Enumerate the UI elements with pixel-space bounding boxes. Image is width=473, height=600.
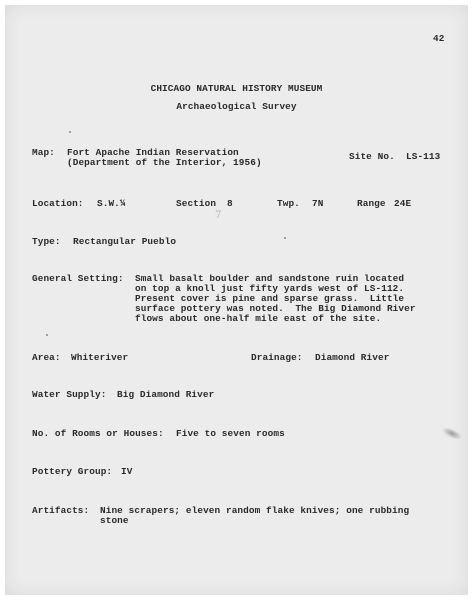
page-number: 42 — [433, 33, 445, 44]
location-value: S.W.¼ — [97, 198, 126, 209]
artifacts-label: Artifacts: — [32, 505, 90, 516]
township-value: 7N — [312, 198, 324, 209]
township-label: Twp. — [277, 198, 300, 209]
location-label: Location: — [32, 198, 84, 209]
range-value: 24E — [394, 198, 412, 209]
section-label: Section — [176, 198, 217, 209]
drainage-value: Diamond River — [315, 352, 390, 363]
institution-heading: CHICAGO NATURAL HISTORY MUSEUM — [150, 83, 323, 94]
general-setting-line: flows about one-half mile east of the site. — [135, 313, 382, 324]
site-number-label: Site No. — [349, 151, 395, 162]
survey-subheading: Archaeological Survey — [176, 101, 297, 112]
rooms-label: No. of Rooms or Houses: — [32, 428, 164, 439]
section-value: 8 — [227, 198, 233, 209]
scan-speck — [69, 131, 71, 133]
scan-speck — [46, 334, 48, 336]
scan-smudge — [440, 425, 464, 442]
map-value-line2: (Department of the Interior, 1956) — [67, 157, 262, 168]
rooms-value: Five to seven rooms — [176, 428, 285, 439]
artifacts-line: stone — [100, 515, 129, 526]
range-label: Range — [357, 198, 386, 209]
type-value: Rectangular Pueblo — [73, 236, 177, 247]
drainage-label: Drainage: — [251, 352, 303, 363]
site-number-value: LS-113 — [406, 151, 441, 162]
artifacts-line: Nine scrapers; eleven random flake knives; one rubbing — [100, 505, 410, 516]
type-label: Type: — [32, 236, 61, 247]
general-setting-label: General Setting: — [32, 273, 124, 284]
scan-speck — [284, 237, 286, 239]
survey-record-page — [5, 5, 468, 595]
general-setting-line: surface pottery was noted. The Big Diamond River — [135, 303, 416, 314]
pottery-group-value: IV — [121, 466, 133, 477]
general-setting-line: Present cover is pine and sparse grass. Little — [135, 293, 405, 304]
handwritten-pencil-note: 7 — [215, 210, 222, 221]
general-setting-line: on top a knoll just fifty yards west of LS-112. — [135, 283, 405, 294]
general-setting-line: Small basalt boulder and sandstone ruin located — [135, 273, 405, 284]
map-label: Map: — [32, 147, 55, 158]
water-supply-label: Water Supply: — [32, 389, 107, 400]
area-label: Area: — [32, 352, 61, 363]
area-value: Whiteriver — [71, 352, 129, 363]
pottery-group-label: Pottery Group: — [32, 466, 113, 477]
map-value-line1: Fort Apache Indian Reservation — [67, 147, 239, 158]
water-supply-value: Big Diamond River — [117, 389, 215, 400]
